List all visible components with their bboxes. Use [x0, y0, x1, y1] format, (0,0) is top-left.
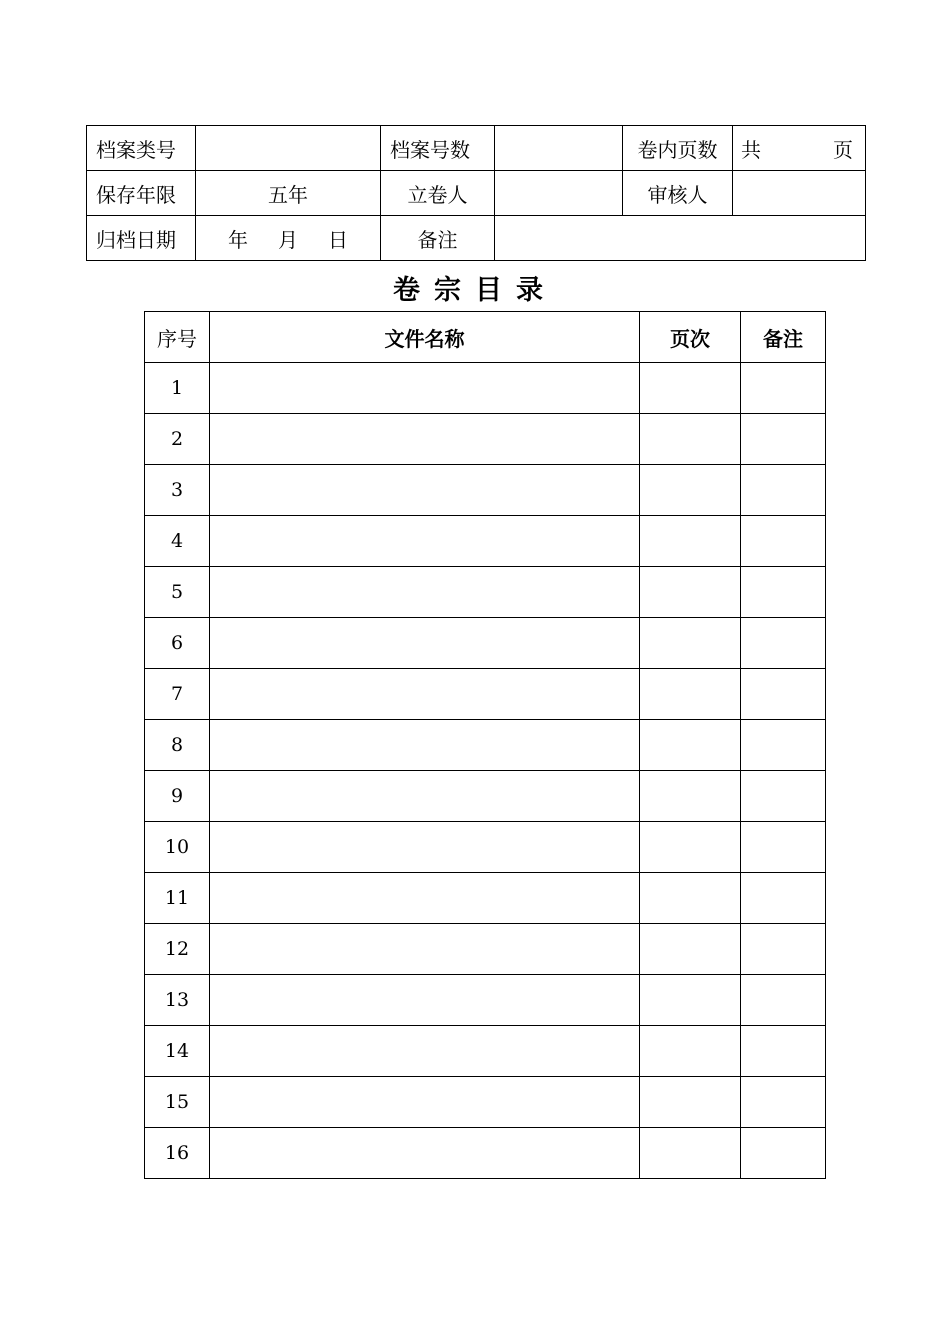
row-page[interactable]	[640, 669, 741, 720]
row-remarks[interactable]	[741, 1026, 826, 1077]
header-file-name: 文件名称	[210, 312, 640, 363]
row-page[interactable]	[640, 771, 741, 822]
row-remarks[interactable]	[741, 414, 826, 465]
row-page[interactable]	[640, 414, 741, 465]
archive-date-label: 归档日期	[87, 216, 196, 261]
archive-number-value[interactable]	[495, 126, 623, 171]
row-index: 4	[145, 516, 210, 567]
row-file-name[interactable]	[210, 363, 640, 414]
retention-label: 保存年限	[87, 171, 196, 216]
row-page[interactable]	[640, 720, 741, 771]
row-remarks[interactable]	[741, 567, 826, 618]
row-page[interactable]	[640, 567, 741, 618]
row-index: 2	[145, 414, 210, 465]
year-label: 年	[228, 227, 248, 252]
row-page[interactable]	[640, 363, 741, 414]
row-remarks[interactable]	[741, 975, 826, 1026]
catalog-header-row	[145, 312, 826, 363]
day-label: 日	[328, 227, 348, 252]
row-file-name[interactable]	[210, 567, 640, 618]
volume-pages-value[interactable]	[733, 126, 866, 171]
row-remarks[interactable]	[741, 1077, 826, 1128]
row-file-name[interactable]	[210, 975, 640, 1026]
row-page[interactable]	[640, 822, 741, 873]
table-row	[145, 516, 826, 567]
row-file-name[interactable]	[210, 669, 640, 720]
row-remarks[interactable]	[741, 363, 826, 414]
row-index: 10	[145, 822, 210, 873]
archive-category-value[interactable]	[196, 126, 381, 171]
row-file-name[interactable]	[210, 924, 640, 975]
row-index: 13	[145, 975, 210, 1026]
row-index: 1	[145, 363, 210, 414]
header-remarks: 备注	[741, 312, 826, 363]
filer-value[interactable]	[495, 171, 623, 216]
month-label: 月	[278, 227, 298, 252]
row-remarks[interactable]	[741, 720, 826, 771]
row-file-name[interactable]	[210, 465, 640, 516]
table-row	[145, 669, 826, 720]
table-row	[145, 873, 826, 924]
row-file-name[interactable]	[210, 516, 640, 567]
row-remarks[interactable]	[741, 618, 826, 669]
catalog-body	[145, 363, 826, 1179]
archive-category-label: 档案类号	[87, 126, 196, 171]
archive-number-label: 档案号数	[381, 126, 495, 171]
row-file-name[interactable]	[210, 873, 640, 924]
table-row	[145, 1026, 826, 1077]
row-file-name[interactable]	[210, 771, 640, 822]
catalog-table	[144, 311, 826, 1179]
table-row	[145, 363, 826, 414]
archive-info-table	[86, 125, 866, 261]
row-remarks[interactable]	[741, 771, 826, 822]
table-row	[145, 567, 826, 618]
row-file-name[interactable]	[210, 1026, 640, 1077]
header-index: 序号	[145, 312, 210, 363]
table-row	[145, 465, 826, 516]
table-row	[145, 822, 826, 873]
row-page[interactable]	[640, 1026, 741, 1077]
table-row	[145, 1128, 826, 1179]
row-page[interactable]	[640, 618, 741, 669]
row-remarks[interactable]	[741, 669, 826, 720]
row-remarks[interactable]	[741, 516, 826, 567]
row-index: 3	[145, 465, 210, 516]
row-index: 14	[145, 1026, 210, 1077]
info-row-3	[87, 216, 866, 261]
table-row	[145, 1077, 826, 1128]
row-remarks[interactable]	[741, 465, 826, 516]
table-row	[145, 414, 826, 465]
row-index: 8	[145, 720, 210, 771]
row-file-name[interactable]	[210, 1077, 640, 1128]
table-row	[145, 720, 826, 771]
archive-date-value[interactable]	[196, 216, 381, 261]
row-file-name[interactable]	[210, 822, 640, 873]
volume-pages-label: 卷内页数	[623, 126, 733, 171]
row-page[interactable]	[640, 924, 741, 975]
row-page[interactable]	[640, 516, 741, 567]
row-page[interactable]	[640, 873, 741, 924]
pages-suffix: 页	[833, 137, 853, 162]
row-index: 5	[145, 567, 210, 618]
row-index: 9	[145, 771, 210, 822]
row-file-name[interactable]	[210, 618, 640, 669]
page-title: 卷宗目录	[393, 275, 557, 306]
row-page[interactable]	[640, 1077, 741, 1128]
pages-prefix: 共	[741, 137, 761, 162]
row-index: 12	[145, 924, 210, 975]
info-row-1	[87, 126, 866, 171]
row-remarks[interactable]	[741, 924, 826, 975]
table-row	[145, 618, 826, 669]
row-file-name[interactable]	[210, 414, 640, 465]
row-file-name[interactable]	[210, 720, 640, 771]
filer-label: 立卷人	[381, 171, 495, 216]
row-page[interactable]	[640, 975, 741, 1026]
remarks-value[interactable]	[495, 216, 866, 261]
row-remarks[interactable]	[741, 873, 826, 924]
row-index: 11	[145, 873, 210, 924]
row-remarks[interactable]	[741, 1128, 826, 1179]
table-row	[145, 975, 826, 1026]
header-page: 页次	[640, 312, 741, 363]
row-index: 15	[145, 1077, 210, 1128]
info-row-2	[87, 171, 866, 216]
table-row	[145, 924, 826, 975]
row-index: 6	[145, 618, 210, 669]
row-index: 7	[145, 669, 210, 720]
row-page[interactable]	[640, 1128, 741, 1179]
row-page[interactable]	[640, 465, 741, 516]
reviewer-label: 审核人	[623, 171, 733, 216]
row-remarks[interactable]	[741, 822, 826, 873]
remarks-label: 备注	[381, 216, 495, 261]
reviewer-value[interactable]	[733, 171, 866, 216]
table-row	[145, 771, 826, 822]
row-index: 16	[145, 1128, 210, 1179]
retention-value[interactable]: 五年	[196, 171, 381, 216]
row-file-name[interactable]	[210, 1128, 640, 1179]
